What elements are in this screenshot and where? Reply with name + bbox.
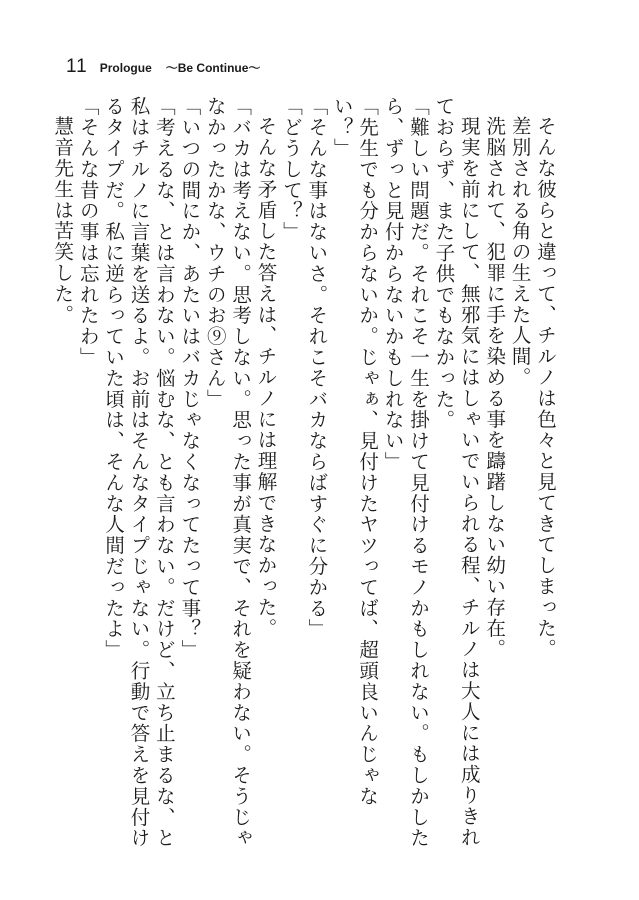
dialogue-line: 「バカは考えない。思考しない。思った事が真実で、それを疑わない。そうじゃなかったかな、ウチのお⑨さん」 — [203, 96, 253, 849]
dialogue-line: 「先生でも分からないか。じゃぁ、見付けたヤツってば、超頭良いんじゃない？」 — [330, 96, 380, 807]
dialogue-line: 「どうして？」 — [279, 96, 303, 243]
dialogue-line: 「そんな昔の事は忘れたわ」 — [76, 96, 100, 368]
paragraph: 差別される角の生えた人間。 — [508, 115, 532, 388]
dialogue-line: 「いつの間にか、あたいはバカじゃなくなってたって事？」 — [178, 96, 202, 661]
paragraph: 洗脳されて、犯罪に手を染める事を躊躇しない幼い存在。 — [483, 115, 507, 659]
chapter-title: Prologue — [99, 61, 152, 75]
chapter-subtitle: ～Be Continue～ — [165, 61, 261, 75]
dialogue-line: 「考えるな、とは言わない。悩むな、とも言わない。だけど、立ち止まるな、と私はチルノに言葉を送るよ。お前はそんなタイプじゃない。行動で答えを見付けるタイプだ。私に逆らっていた頃は、そんな人間だったよ」 — [102, 96, 176, 849]
dialogue-line: 「そんな事はないさ。それこそバカならばすぐに分かる」 — [305, 96, 329, 640]
paragraph: そんな矛盾した答えは、チルノには理解できなかった。 — [254, 115, 278, 638]
paragraph: 現実を前にして、無邪気にはしゃいでいられる程、チルノは大人には成りきれておらず、また子供でもなかった。 — [432, 96, 481, 847]
page-number: 11 — [66, 56, 88, 77]
dialogue-line: 「難しい問題だ。それこそ一生を掛けて見付けるモノかもしれない。もしかしたら、ずっと見付からないかもしれない」 — [381, 96, 430, 849]
page-header — [66, 56, 260, 82]
paragraph: 慧音先生は苦笑した。 — [51, 115, 75, 325]
paragraph: そんな彼らと違って、チルノは色々と見てきてしまった。 — [534, 115, 557, 659]
vertical-body-text — [51, 96, 558, 856]
